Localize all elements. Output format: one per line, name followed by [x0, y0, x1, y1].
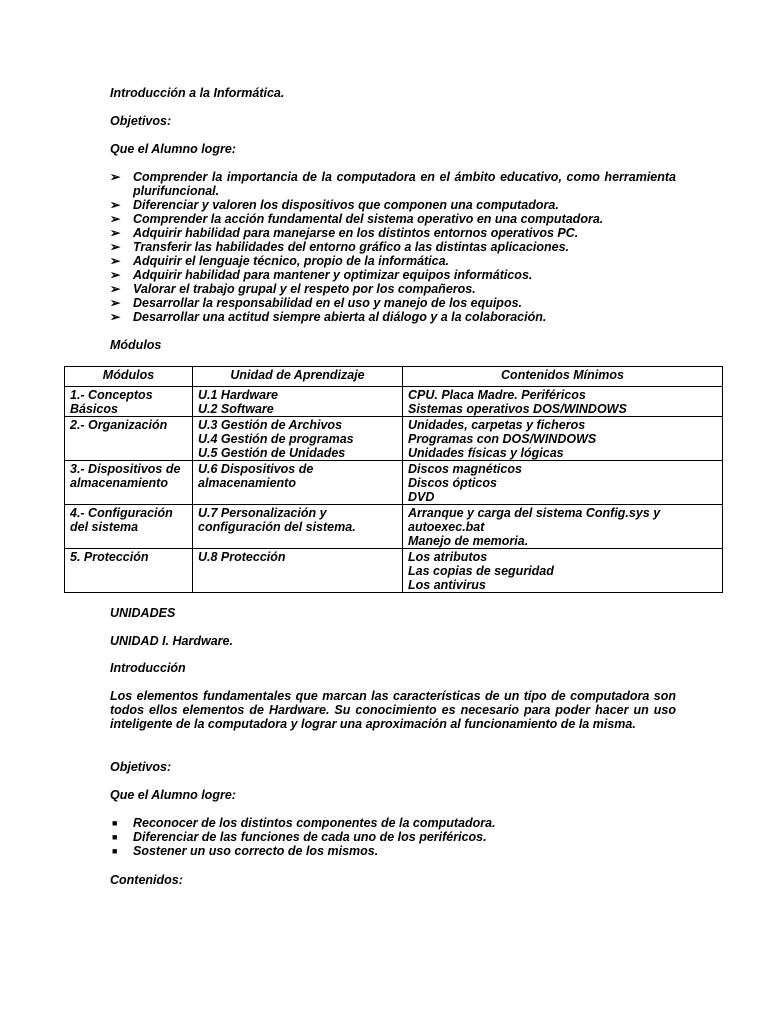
- list-item: ■ Sostener un uso correcto de los mismos.: [112, 844, 379, 858]
- list-item: ➢ Comprender la importancia de la computadora en el ámbito educativo, como herramienta plurifuncional.: [110, 170, 676, 198]
- table-header-row: [65, 367, 723, 387]
- module-cell: 2.- Organización: [65, 417, 193, 461]
- square-bullet-icon: ■: [112, 832, 118, 842]
- module-cell: 1.- Conceptos Básicos: [65, 387, 193, 417]
- table-row: [65, 387, 723, 417]
- arrow-bullet-icon: ➢: [110, 282, 121, 296]
- contents-cell: Los atributos Las copias de seguridad Los antivirus: [403, 549, 723, 593]
- contents-cell: Unidades, carpetas y ficheros Programas con DOS/WINDOWS Unidades físicas y lógicas: [403, 417, 723, 461]
- arrow-bullet-icon: ➢: [110, 254, 121, 268]
- modules-table: [64, 366, 723, 593]
- unit-cell: U.1 Hardware U.2 Software: [193, 387, 403, 417]
- arrow-bullet-icon: ➢: [110, 212, 121, 226]
- list-item: ➢ Transferir las habilidades del entorno gráfico a las distintas aplicaciones.: [110, 240, 570, 254]
- units-heading: UNIDADES: [110, 606, 176, 620]
- objectives-lead: Que el Alumno logre:: [110, 142, 236, 156]
- list-item: ■ Reconocer de los distintos componentes de la computadora.: [112, 816, 496, 830]
- arrow-bullet-icon: ➢: [110, 198, 121, 212]
- table-row: [65, 549, 723, 593]
- table-row: [65, 461, 723, 505]
- list-item: ➢ Comprender la acción fundamental del sistema operativo en una computadora.: [110, 212, 604, 226]
- contents-cell: CPU. Placa Madre. Periféricos Sistemas operativos DOS/WINDOWS: [403, 387, 723, 417]
- module-cell: 4.- Configuración del sistema: [65, 505, 193, 549]
- arrow-bullet-icon: ➢: [110, 268, 121, 282]
- objectives-list: [110, 170, 676, 324]
- table-row: [65, 505, 723, 549]
- contents-cell: Arranque y carga del sistema Config.sys y autoexec.bat Manejo de memoria.: [403, 505, 723, 549]
- column-header-unit: Unidad de Aprendizaje: [193, 367, 403, 387]
- objectives2-heading: Objetivos:: [110, 760, 172, 774]
- list-item: ➢ Adquirir habilidad para mantener y optimizar equipos informáticos.: [110, 268, 533, 282]
- column-header-contents: Contenidos Mínimos: [403, 367, 723, 387]
- list-item: ➢ Desarrollar una actitud siempre abierta al diálogo y a la colaboración.: [110, 310, 547, 324]
- list-item: ➢ Adquirir habilidad para manejarse en los distintos entornos operativos PC.: [110, 226, 579, 240]
- objectives2-list: [110, 816, 676, 858]
- column-header-modules: Módulos: [65, 367, 193, 387]
- intro-heading: Introducción: [110, 661, 186, 675]
- intro-paragraph: Los elementos fundamentales que marcan las características de un tipo de computadora son todos ellos elementos de Hardware. Su conocimiento es necesario para poder hacer un uso inteligente de la computadora y lograr una aproximación al funcionamiento de la misma.: [110, 689, 676, 731]
- contents-heading: Contenidos:: [110, 873, 183, 887]
- objectives2-lead: Que el Alumno logre:: [110, 788, 236, 802]
- table-row: [65, 417, 723, 461]
- arrow-bullet-icon: ➢: [110, 296, 121, 310]
- unit-cell: U.6 Dispositivos de almacenamiento: [193, 461, 403, 505]
- unit-cell: U.3 Gestión de Archivos U.4 Gestión de programas U.5 Gestión de Unidades: [193, 417, 403, 461]
- document-title: Introducción a la Informática.: [110, 86, 285, 100]
- unit-cell: U.7 Personalización y configuración del sistema.: [193, 505, 403, 549]
- list-item: ➢ Adquirir el lenguaje técnico, propio de la informática.: [110, 254, 450, 268]
- module-cell: 5. Protección: [65, 549, 193, 593]
- module-cell: 3.- Dispositivos de almacenamiento: [65, 461, 193, 505]
- arrow-bullet-icon: ➢: [110, 170, 121, 184]
- contents-cell: Discos magnéticos Discos ópticos DVD: [403, 461, 723, 505]
- square-bullet-icon: ■: [112, 846, 118, 856]
- arrow-bullet-icon: ➢: [110, 226, 121, 240]
- list-item: ➢ Desarrollar la responsabilidad en el uso y manejo de los equipos.: [110, 296, 523, 310]
- list-item: ➢ Diferenciar y valoren los dispositivos que componen una computadora.: [110, 198, 559, 212]
- unit-cell: U.8 Protección: [193, 549, 403, 593]
- list-item: ■ Diferenciar de las funciones de cada uno de los periféricos.: [112, 830, 487, 844]
- list-item: ➢ Valorar el trabajo grupal y el respeto por los compañeros.: [110, 282, 476, 296]
- arrow-bullet-icon: ➢: [110, 310, 121, 324]
- objectives-heading: Objetivos:: [110, 114, 172, 128]
- unit1-title: UNIDAD I. Hardware.: [110, 634, 233, 648]
- arrow-bullet-icon: ➢: [110, 240, 121, 254]
- square-bullet-icon: ■: [112, 818, 118, 828]
- modules-heading: Módulos: [110, 338, 162, 352]
